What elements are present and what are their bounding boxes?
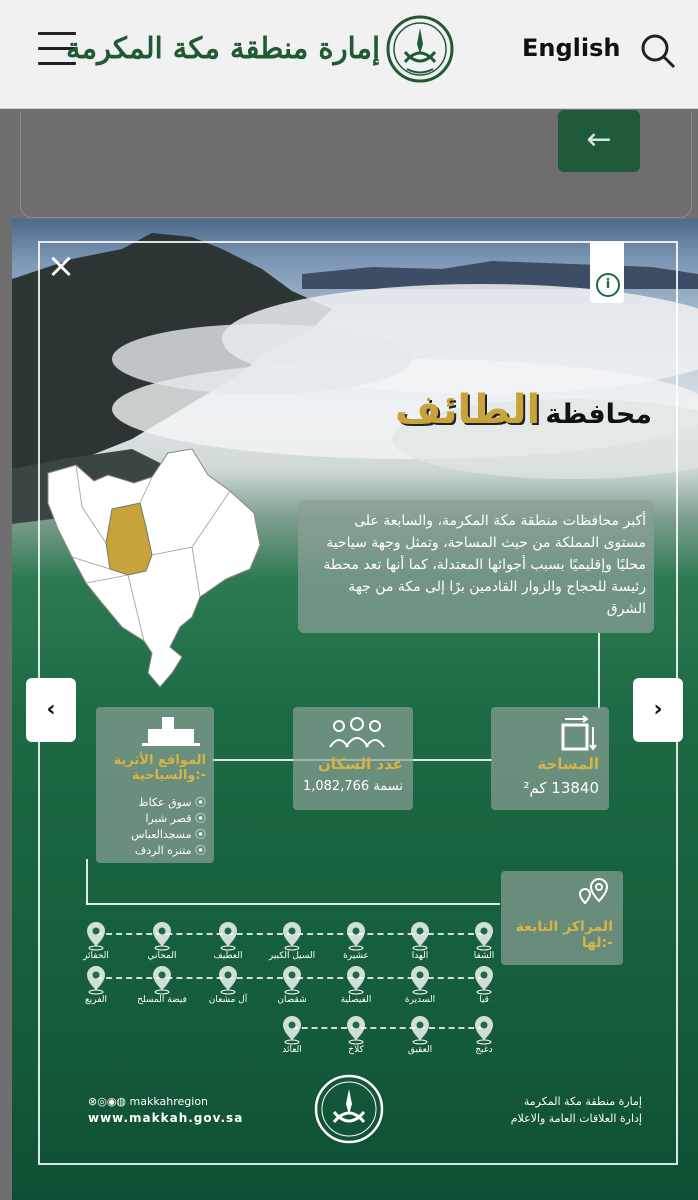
center-name: العائد bbox=[282, 1045, 302, 1055]
pins-dashed-line bbox=[292, 1027, 484, 1029]
location-pin-icon bbox=[280, 965, 304, 995]
title-prefix: محافظة bbox=[545, 399, 652, 430]
location-pin-icon bbox=[344, 965, 368, 995]
chevron-right-icon: › bbox=[653, 697, 663, 722]
back-button[interactable] bbox=[558, 110, 640, 172]
info-icon: i bbox=[596, 273, 620, 297]
people-icon bbox=[327, 717, 387, 749]
center-name: دغبج bbox=[475, 1045, 493, 1055]
title-name: الطائف bbox=[394, 387, 541, 433]
center-name: الشفا bbox=[473, 951, 495, 961]
center-name: كلاخ bbox=[348, 1045, 364, 1055]
centers-label-line2: لها:- bbox=[581, 935, 613, 951]
location-pin-icon bbox=[150, 921, 174, 951]
location-pin-icon bbox=[344, 921, 368, 951]
population-label: عدد السكان bbox=[317, 755, 403, 773]
center-name: الفيصلية bbox=[340, 995, 372, 1005]
description-text: أكبر محافظات منطقة مكة المكرمة، والسابعة على مستوى المملكة من حيث المساحة، وتمثل وجهة سياحية محليًا وإقليميًا بسبب أجوائها المعتدلة، كما أنها تعد محطة رئيسة للحجاج والزوار القادمين برًا إلى مكة من جهة الشرق bbox=[323, 513, 646, 617]
top-navigation-bar bbox=[0, 0, 698, 109]
org-line2: إدارة العلاقات العامة والاعلام bbox=[510, 1112, 642, 1125]
center-name: الفريع bbox=[84, 995, 108, 1005]
language-switch-link[interactable]: English bbox=[522, 34, 621, 62]
location-pins-icon bbox=[577, 877, 613, 911]
social-icons: ⊗◎◉◍ bbox=[88, 1095, 130, 1108]
emblem-icon[interactable] bbox=[385, 14, 455, 84]
landmark-icon bbox=[142, 713, 200, 747]
info-button[interactable] bbox=[590, 241, 624, 303]
chevron-left-icon: ‹ bbox=[46, 697, 56, 722]
social-handle: makkahregion bbox=[129, 1095, 209, 1108]
population-value: 1,082,766 bbox=[302, 779, 370, 794]
search-icon[interactable] bbox=[640, 33, 676, 69]
location-pin-icon bbox=[280, 921, 304, 951]
area-unit: كم² bbox=[523, 779, 547, 797]
site-item: ⦿ متنزه الردف bbox=[134, 844, 206, 857]
center-name: الحفائر bbox=[83, 951, 109, 961]
location-pin-icon bbox=[280, 1015, 304, 1045]
center-name: آل مشعان bbox=[208, 995, 248, 1005]
arrow-left-icon: ← bbox=[586, 122, 612, 157]
location-pin-icon bbox=[408, 921, 432, 951]
close-button[interactable]: × bbox=[46, 246, 76, 286]
site-logo-text[interactable]: إمارة منطقة مكة المكرمة bbox=[65, 31, 380, 65]
location-pin-icon bbox=[344, 1015, 368, 1045]
center-name: عشيرة bbox=[343, 951, 369, 961]
centers-label-line1: المراكز التابعة bbox=[515, 919, 613, 935]
connector-line bbox=[86, 859, 88, 905]
center-name: المحاني bbox=[147, 951, 177, 961]
website-text: www.makkah.gov.sa bbox=[88, 1111, 244, 1125]
center-name: فيضة المسلح bbox=[137, 995, 187, 1005]
previous-slide-button[interactable] bbox=[26, 678, 76, 742]
area-value: 13840 bbox=[551, 779, 599, 797]
centers-label bbox=[516, 919, 613, 951]
center-name: الهدا bbox=[411, 951, 429, 961]
connector-line bbox=[598, 633, 600, 709]
sites-label-line2: والسياحية:- bbox=[131, 768, 206, 783]
location-pin-icon bbox=[408, 1015, 432, 1045]
site-item: ⦿ قصر شبرا bbox=[145, 812, 206, 825]
area-icon bbox=[557, 715, 597, 755]
center-name: السيل الكبير bbox=[268, 951, 316, 961]
sites-label-line1: المواقع الأثرية bbox=[113, 753, 206, 768]
location-pin-icon bbox=[84, 965, 108, 995]
center-name: العطيف bbox=[213, 951, 243, 961]
location-pin-icon bbox=[216, 921, 240, 951]
poster-title bbox=[332, 387, 652, 447]
social-handle-row bbox=[88, 1095, 208, 1108]
population-value-line bbox=[303, 779, 403, 794]
connector-line bbox=[86, 903, 500, 905]
org-line1: إمارة منطقة مكة المكرمة bbox=[523, 1095, 642, 1108]
next-slide-button[interactable] bbox=[633, 678, 683, 742]
area-label: المساحة bbox=[537, 755, 599, 773]
center-name: العقيق bbox=[407, 1045, 433, 1055]
centers-box bbox=[501, 871, 623, 965]
sites-list bbox=[106, 795, 206, 859]
population-unit: نسمة bbox=[373, 779, 403, 794]
area-value-line bbox=[523, 779, 599, 797]
center-name: شقصان bbox=[277, 995, 307, 1005]
center-name: قيا bbox=[479, 995, 489, 1005]
location-pin-icon bbox=[216, 965, 240, 995]
location-pin-icon bbox=[84, 921, 108, 951]
center-name: السديرة bbox=[404, 995, 436, 1005]
sites-label bbox=[114, 753, 206, 783]
location-pin-icon bbox=[408, 965, 432, 995]
site-item: ⦿ سوق عكاظ bbox=[138, 796, 206, 809]
area-box bbox=[491, 707, 609, 810]
location-pin-icon bbox=[472, 965, 496, 995]
location-pin-icon bbox=[472, 1015, 496, 1045]
description-box bbox=[298, 500, 654, 633]
sites-box bbox=[96, 707, 214, 863]
site-item: ⦿ مسجدالعباس bbox=[131, 828, 206, 841]
region-map-icon bbox=[42, 447, 272, 692]
location-pin-icon bbox=[472, 921, 496, 951]
population-box bbox=[293, 707, 413, 810]
location-pin-icon bbox=[150, 965, 174, 995]
emblem-icon bbox=[314, 1074, 384, 1144]
poster-image bbox=[12, 219, 698, 1200]
